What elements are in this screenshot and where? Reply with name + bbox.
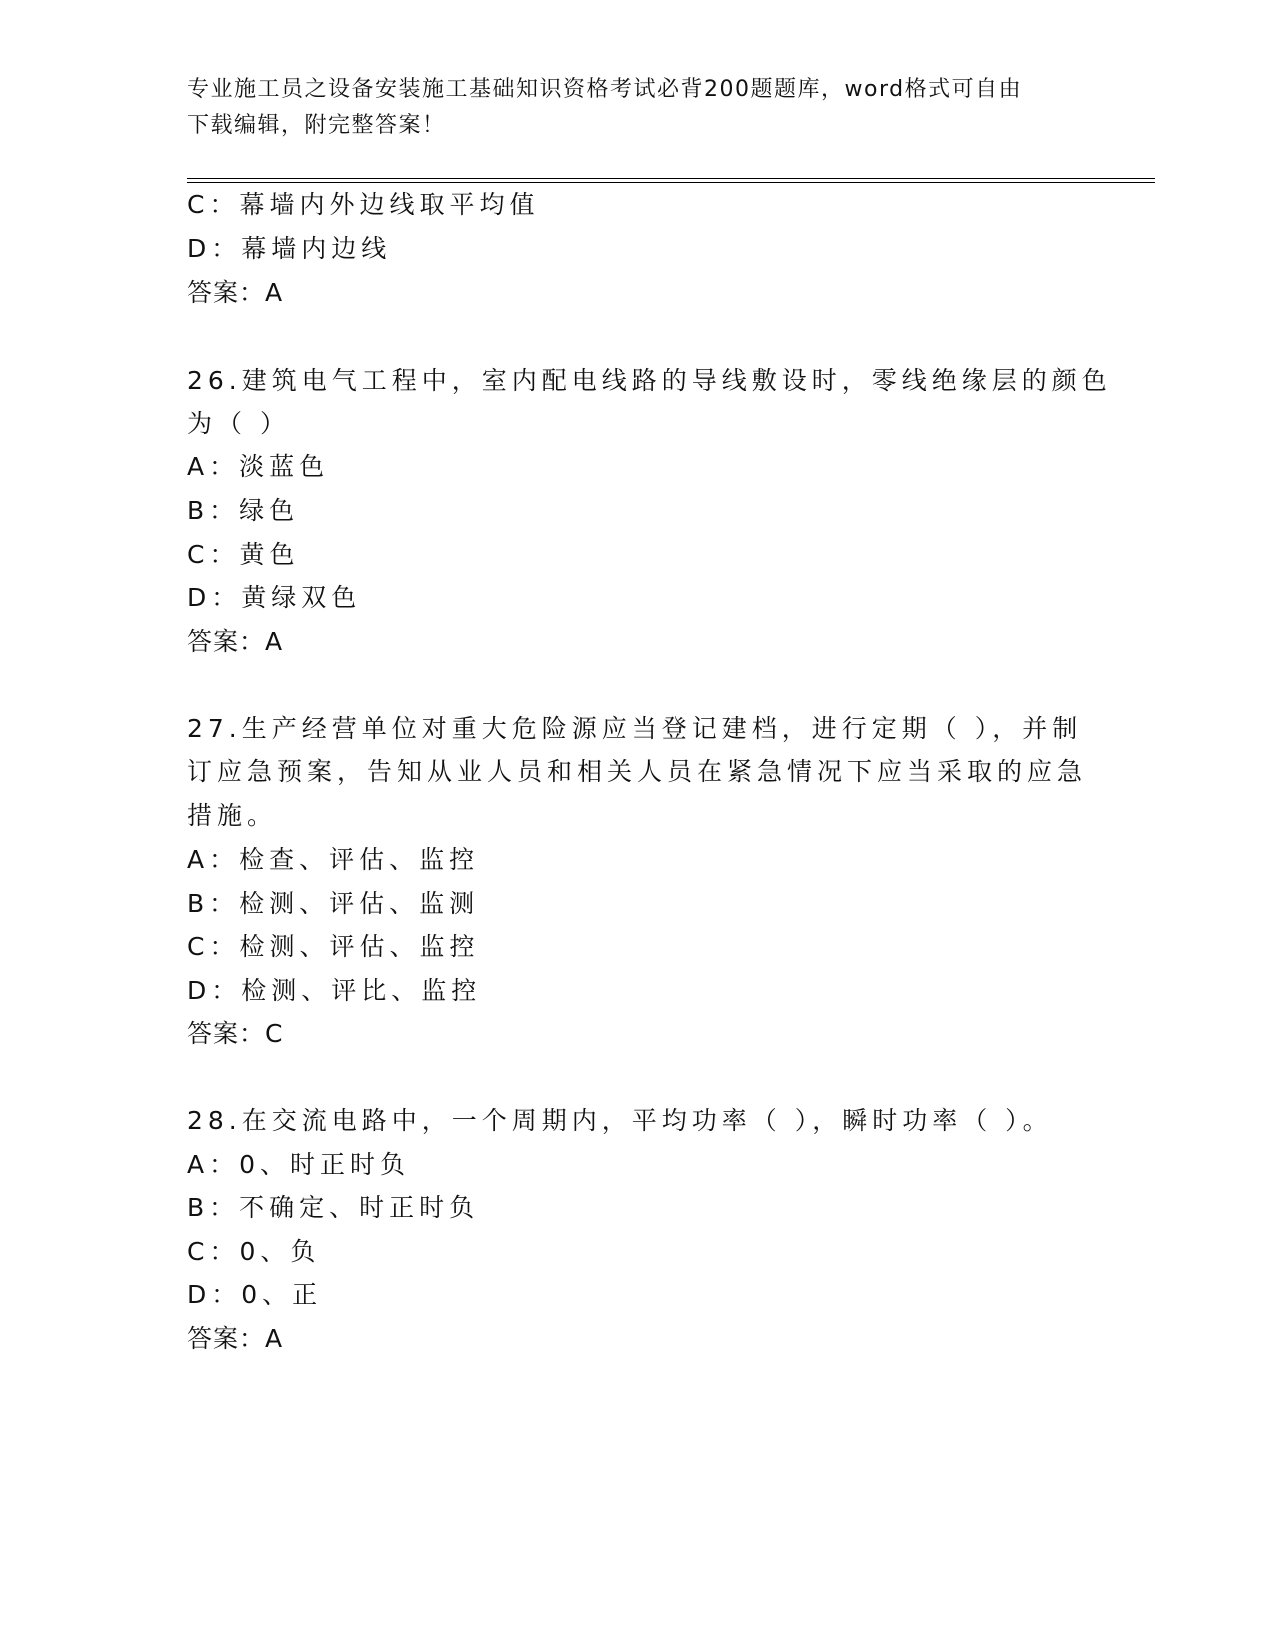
header-line-1: 专业施工员之设备安装施工基础知识资格考试必背200题题库，word格式可自由 — [187, 77, 1023, 102]
q26-stem-line-2: 为（ ） — [187, 409, 290, 438]
prev-option-c: C：幕墙内外边线取平均值 — [187, 190, 540, 219]
q28-option-b: B：不确定、时正时负 — [187, 1193, 480, 1222]
q27-option-d: D：检测、评比、监控 — [187, 976, 482, 1005]
q28-option-a: A：0、时正时负 — [187, 1150, 411, 1179]
q26-option-c: C：黄色 — [187, 540, 300, 569]
q28-stem-line-1: 28.在交流电路中，一个周期内，平均功率（ ），瞬时功率（ ）。 — [187, 1106, 1053, 1135]
q28-option-c: C：0、负 — [187, 1237, 321, 1266]
q27-option-a: A：检查、评估、监控 — [187, 845, 480, 874]
q27-option-b: B：检测、评估、监测 — [187, 889, 480, 918]
q27-option-c: C：检测、评估、监控 — [187, 932, 480, 961]
q27-stem-line-2: 订应急预案，告知从业人员和相关人员在紧急情况下应当采取的应急 — [187, 757, 1088, 786]
q26-option-a: A：淡蓝色 — [187, 452, 330, 481]
q26-answer: 答案：A — [187, 627, 284, 656]
q26-option-b: B：绿色 — [187, 496, 300, 525]
q26-option-d: D：黄绿双色 — [187, 583, 362, 612]
q27-answer: 答案：C — [187, 1019, 284, 1048]
q27-stem-line-1: 27.生产经营单位对重大危险源应当登记建档，进行定期（ ），并制 — [187, 714, 1083, 743]
q27-stem-line-3: 措施。 — [187, 801, 278, 830]
header-divider-top — [187, 178, 1155, 179]
prev-answer: 答案：A — [187, 278, 284, 307]
q28-option-d: D：0、正 — [187, 1280, 323, 1309]
prev-option-d: D：幕墙内边线 — [187, 234, 392, 263]
q26-stem-line-1: 26.建筑电气工程中，室内配电线路的导线敷设时，零线绝缘层的颜色 — [187, 366, 1112, 395]
q28-answer: 答案：A — [187, 1324, 284, 1353]
header-line-2: 下载编辑，附完整答案！ — [187, 113, 446, 138]
document-header — [187, 72, 1087, 144]
header-divider-bottom — [187, 182, 1155, 183]
